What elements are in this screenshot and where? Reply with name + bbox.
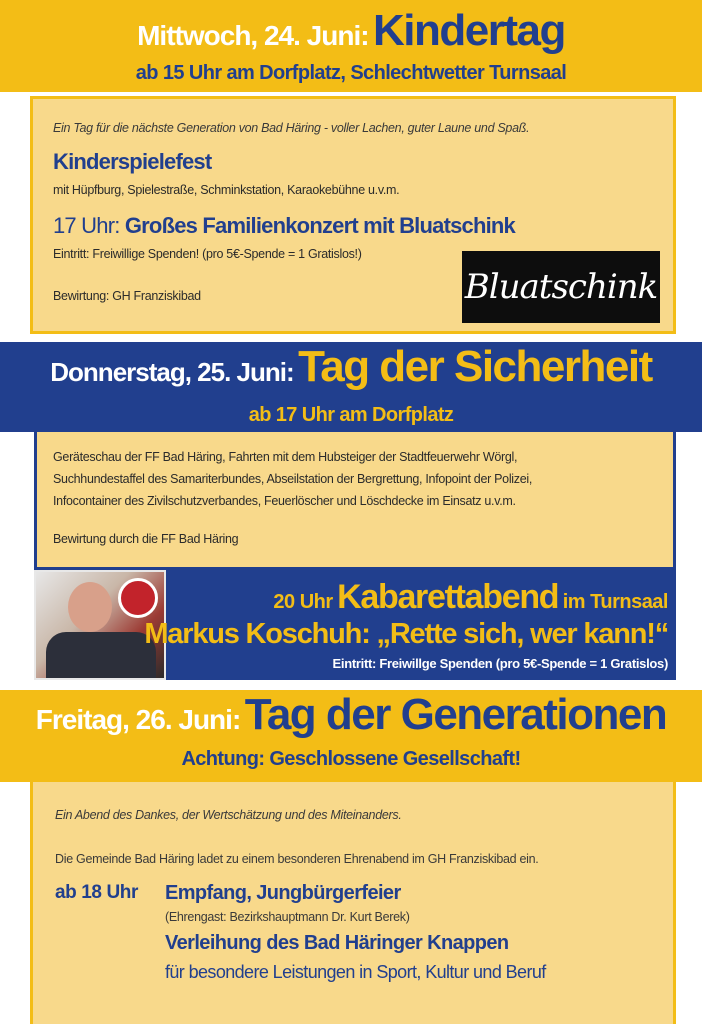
kabarett-entry: Eintritt: Freiwillge Spenden (pro 5€-Spende = 1 Gratislos) [332, 656, 668, 671]
day2-date: Donnerstag, 25. Juni: [50, 357, 294, 387]
kabarett-place: im Turnsaal [562, 591, 668, 613]
day2-desc-line: Infocontainer des Zivilschutzverbandes, Feuerlöscher und Löschdecke im Einsatz u.v.m. [53, 494, 516, 508]
day3-item1-note: (Ehrengast: Bezirkshauptmann Dr. Kurt Berek) [165, 910, 410, 924]
kabarett-show: Markus Koschuh: „Rette sich, wer kann!“ [144, 618, 668, 650]
day3-invite: Die Gemeinde Bad Häring ladet zu einem besonderen Ehrenabend im GH Franziskibad ein. [55, 852, 539, 866]
day1-item1-text: mit Hüpfburg, Spielestraße, Schminkstation, Karaokebühne u.v.m. [53, 183, 400, 197]
day1-intro: Ein Tag für die nächste Generation von Bad Häring - voller Lachen, guter Laune und Spaß. [53, 121, 530, 135]
day3-item2-title: Verleihung des Bad Häringer Knappen [165, 932, 509, 954]
kabarett-title: Kabarettabend [337, 578, 559, 616]
day3-subtitle: Achtung: Geschlossene Gesellschaft! [181, 748, 521, 770]
day3-intro: Ein Abend des Dankes, der Wertschätzung und des Miteinanders. [55, 808, 402, 822]
photo-face [68, 582, 112, 632]
day2-desc-line: Geräteschau der FF Bad Häring, Fahrten mit dem Hubsteiger der Stadtfeuerwehr Wörgl, [53, 450, 518, 464]
day2-subtitle: ab 17 Uhr am Dorfplatz [248, 404, 454, 426]
day1-catering: Bewirtung: GH Franziskibad [53, 289, 201, 303]
day3-date: Freitag, 26. Juni: [35, 704, 241, 735]
day1-item2-time: 17 Uhr: [53, 213, 120, 238]
kabarett-heading [273, 578, 668, 617]
day2-heading [0, 342, 702, 392]
day2-catering: Bewirtung durch die FF Bad Häring [53, 532, 239, 546]
day2-title: Tag der Sicherheit [298, 342, 652, 391]
day3-banner [0, 690, 702, 782]
day1-panel [30, 96, 676, 334]
day1-subtitle: ab 15 Uhr am Dorfplatz, Schlechtwetter Turnsaal [135, 62, 567, 84]
day3-title: Tag der Generationen [244, 690, 667, 739]
day1-banner [0, 0, 702, 92]
photo-device [118, 578, 158, 618]
day1-item1-title: Kinderspielefest [53, 149, 212, 174]
day1-item2-title: Großes Familienkonzert mit Bluatschink [124, 213, 515, 238]
day1-date: Mittwoch, 24. Juni: [137, 20, 369, 51]
day2-desc-line: Suchhundestaffel des Samariterbundes, Abseilstation der Bergrettung, Infopoint der Polizei, [53, 472, 533, 486]
day2-banner [0, 342, 702, 432]
day3-item2-text: für besondere Leistungen in Sport, Kultur und Beruf [165, 962, 546, 982]
day3-item1-title: Empfang, Jungbürgerfeier [165, 882, 401, 904]
day2-panel [34, 432, 676, 570]
day3-heading [0, 690, 702, 740]
day1-item2-heading [53, 213, 515, 239]
day1-title: Kindertag [373, 6, 565, 55]
day1-item2-text: Eintritt: Freiwillige Spenden! (pro 5€-Spende = 1 Gratislos!) [53, 247, 362, 261]
kabarett-time: 20 Uhr [273, 591, 333, 613]
day3-time: ab 18 Uhr [55, 882, 138, 903]
day1-heading [0, 6, 702, 56]
bluatschink-logo: Bluatschink [462, 251, 660, 323]
kabarett-banner [34, 570, 676, 680]
day3-panel [30, 782, 676, 1024]
photo-shirt [46, 632, 156, 678]
